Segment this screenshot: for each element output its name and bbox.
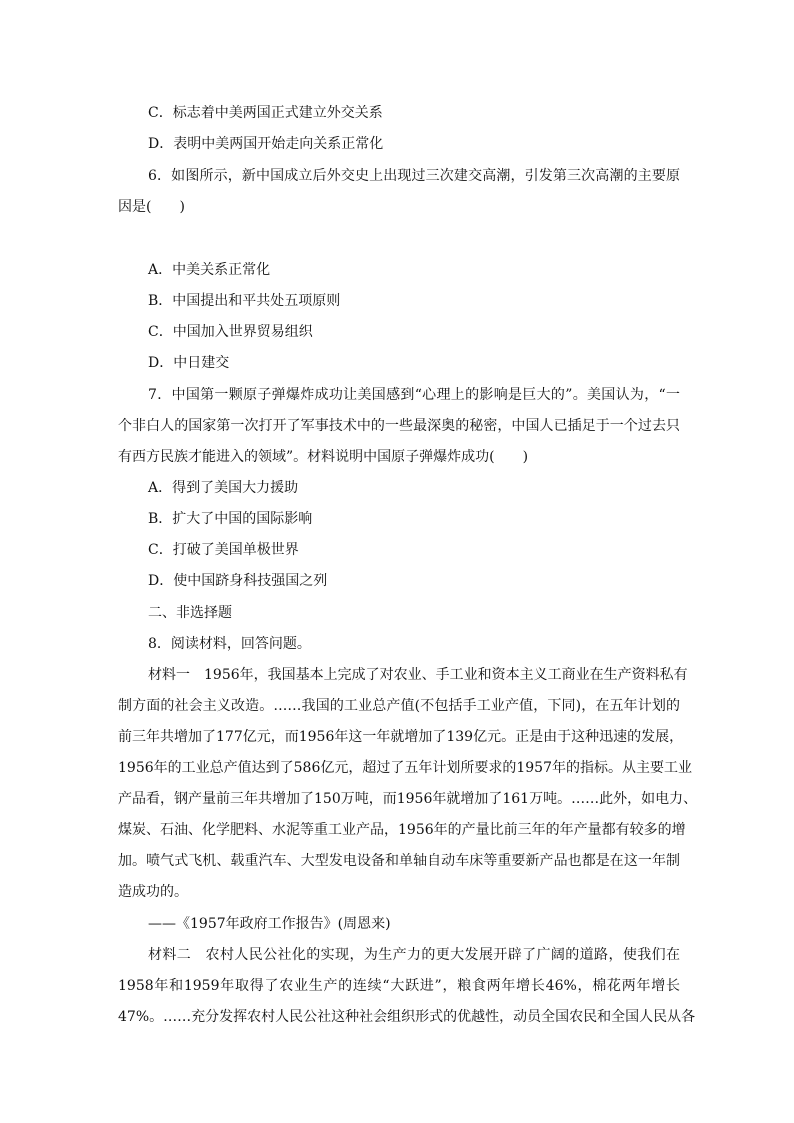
material1-line-5: 产品看，钢产量前三年共增加了150万吨，而1956年就增加了161万吨。……此外，如电力、 [118, 791, 698, 807]
material1-line-7: 加。喷气式飞机、载重汽车、大型发电设备和单轴自动车床等重要新产品也都是在这一年制 [118, 853, 680, 869]
material2-line-1: 材料二 农村人民公社化的实现，为生产力的更大发展开辟了广阔的道路，使我们在 [148, 947, 680, 963]
material1-source: ——《1957年政府工作报告》(周恩来) [148, 916, 391, 932]
q6-stem-line-2: 因是( ) [118, 199, 185, 215]
q8-stem: 8．阅读材料，回答问题。 [148, 636, 311, 652]
material1-line-8: 造成功的。 [118, 884, 188, 900]
material1-line-2: 制方面的社会主义改造。……我国的工业总产值(不包括手工业产值，下同)，在五年计划的 [118, 698, 680, 714]
q6-stem-line-1: 6．如图所示，新中国成立后外交史上出现过三次建交高潮，引发第三次高潮的主要原 [148, 168, 680, 184]
material2-line-3: 47%。……充分发挥农村人民公社这种社会组织形式的优越性，动员全国农民和全国人民从各 [118, 1009, 696, 1025]
material1-line-6: 煤炭、石油、化学肥料、水泥等重工业产品，1956年的产量比前三年的年产量都有较多的增 [118, 822, 686, 838]
q5-option-c: C．标志着中美两国正式建立外交关系 [148, 105, 383, 121]
q5-option-d: D．表明中美两国开始走向关系正常化 [148, 136, 384, 152]
material1-line-4: 1956年的工业总产值达到了586亿元，超过了五年计划所要求的1957年的指标。从主要工业 [118, 760, 692, 776]
q7-stem-line-3: 有西方民族才能进入的领域”。材料说明中国原子弹爆炸成功( ) [118, 449, 529, 465]
material2-line-2: 1958年和1959年取得了农业生产的连续“大跃进”，粮食两年增长46%，棉花两年增长 [118, 978, 680, 994]
q7-option-d: D．使中国跻身科技强国之列 [148, 573, 328, 589]
material1-line-3: 前三年共增加了177亿元，而1956年这一年就增加了139亿元。正是由于这种迅速的发展， [118, 729, 684, 745]
section-title-non-choice: 二、非选择题 [148, 605, 232, 621]
material1-line-1: 材料一 1956年，我国基本上完成了对农业、手工业和资本主义工商业在生产资料私有 [148, 667, 688, 683]
q6-option-c: C．中国加入世界贸易组织 [148, 324, 313, 340]
q6-option-a: A．中美关系正常化 [148, 262, 271, 278]
q7-stem-line-2: 个非白人的国家第一次打开了军事技术中的一些最深奥的秘密，中国人已插足于一个过去只 [118, 418, 680, 434]
q7-stem-line-1: 7．中国第一颗原子弹爆炸成功让美国感到“心理上的影响是巨大的”。美国认为，“一 [148, 387, 680, 403]
q7-option-c: C．打破了美国单极世界 [148, 542, 299, 558]
q7-option-a: A．得到了美国大力援助 [148, 480, 299, 496]
q6-option-d: D．中日建交 [148, 355, 230, 371]
q7-option-b: B．扩大了中国的国际影响 [148, 511, 313, 527]
q6-option-b: B．中国提出和平共处五项原则 [148, 293, 341, 309]
